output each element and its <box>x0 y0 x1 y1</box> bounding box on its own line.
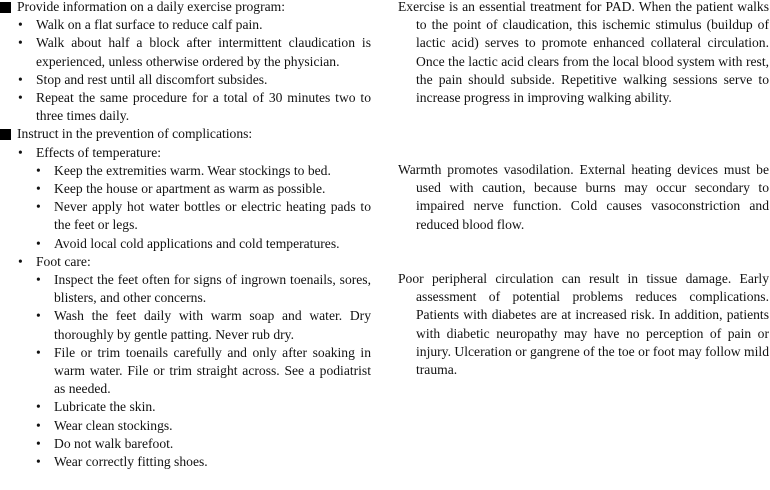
list-item: • Never apply hot water bottles or electric heating pads to the feet or legs. <box>36 198 371 234</box>
complications-list <box>0 144 371 472</box>
square-bullet-icon <box>0 129 11 140</box>
rationale-temperature: Warmth promotes vasodilation. External heating devices must be used with caution, because burns may occur secondary to impaired nerve function. Cold causes vasoconstriction and reduced blood flow. <box>398 162 769 232</box>
section-exercise-heading: Provide information on a daily exercise program: <box>0 0 371 16</box>
list-item: • Repeat the same procedure for a total of 30 minutes two to three times daily. <box>0 89 371 125</box>
list-item: • Walk on a flat surface to reduce calf pain. <box>0 16 371 34</box>
list-item: • Stop and rest until all discomfort subsides. <box>0 71 371 89</box>
rationale-foot-care: Poor peripheral circulation can result in tissue damage. Early assessment of potential problems reduces complications. Patients with diabetes are at increased risk. In addition, patients with diabetic neuropathy may have no perception of pain or injury. Ulceration or gangrene of the toe or foot may follow mild trauma. <box>398 271 769 378</box>
list-item-foot-care: • Foot care: • Inspect the feet often for signs of ingrown toenails, sores, blisters, and other concerns. • Wash the feet daily with warm soap and water. Dry thoroughly by gentle patting. Never rub dry. • File or trim toenails carefully and only after soaking in warm water. File or trim straight across. See a podiatrist as needed. • Lubricate the skin. • Wear clean stockings. • Do not walk barefoot. • Wear correctly fitting shoes. <box>0 253 371 471</box>
list-item: • Avoid local cold applications and cold temperatures. <box>36 235 371 253</box>
left-column <box>0 0 371 471</box>
square-bullet-icon <box>0 2 11 13</box>
rationale-exercise: Exercise is an essential treatment for PAD. When the patient walks to the point of claudication, this ischemic stimulus (buildup of lactic acid) serves to promote enhanced collateral circulation. Once the lactic acid clears from the local blood system with rest, the pain should subside. Repetitive walking sessions serve to increase progress in improving walking ability. <box>398 0 769 106</box>
list-item: • Do not walk barefoot. <box>36 435 371 453</box>
exercise-list <box>0 16 371 125</box>
list-item: • Walk about half a block after intermittent claudication is experienced, unless otherwise ordered by the physician. <box>0 34 371 70</box>
temperature-sublist <box>36 162 371 253</box>
list-item-temperature: • Effects of temperature: • Keep the extremities warm. Wear stockings to bed. • Keep the house or apartment as warm as possible. • Never apply hot water bottles or electric heating pads to the feet or legs. • Avoid local cold applications and cold temperatures. <box>0 144 371 253</box>
list-item: • Wash the feet daily with warm soap and water. Dry thoroughly by gentle patting. Never rub dry. <box>36 307 371 343</box>
list-item: • Lubricate the skin. <box>36 398 371 416</box>
list-item: • File or trim toenails carefully and only after soaking in warm water. File or trim straight across. See a podiatrist as needed. <box>36 344 371 399</box>
list-item: • Wear correctly fitting shoes. <box>36 453 371 471</box>
list-item: • Keep the house or apartment as warm as possible. <box>36 180 371 198</box>
foot-care-sublist <box>36 271 371 471</box>
section-complications-heading: Instruct in the prevention of complications: <box>0 125 371 143</box>
list-item: • Inspect the feet often for signs of ingrown toenails, sores, blisters, and other concerns. <box>36 271 371 307</box>
list-item: • Keep the extremities warm. Wear stockings to bed. <box>36 162 371 180</box>
list-item: • Wear clean stockings. <box>36 417 371 435</box>
